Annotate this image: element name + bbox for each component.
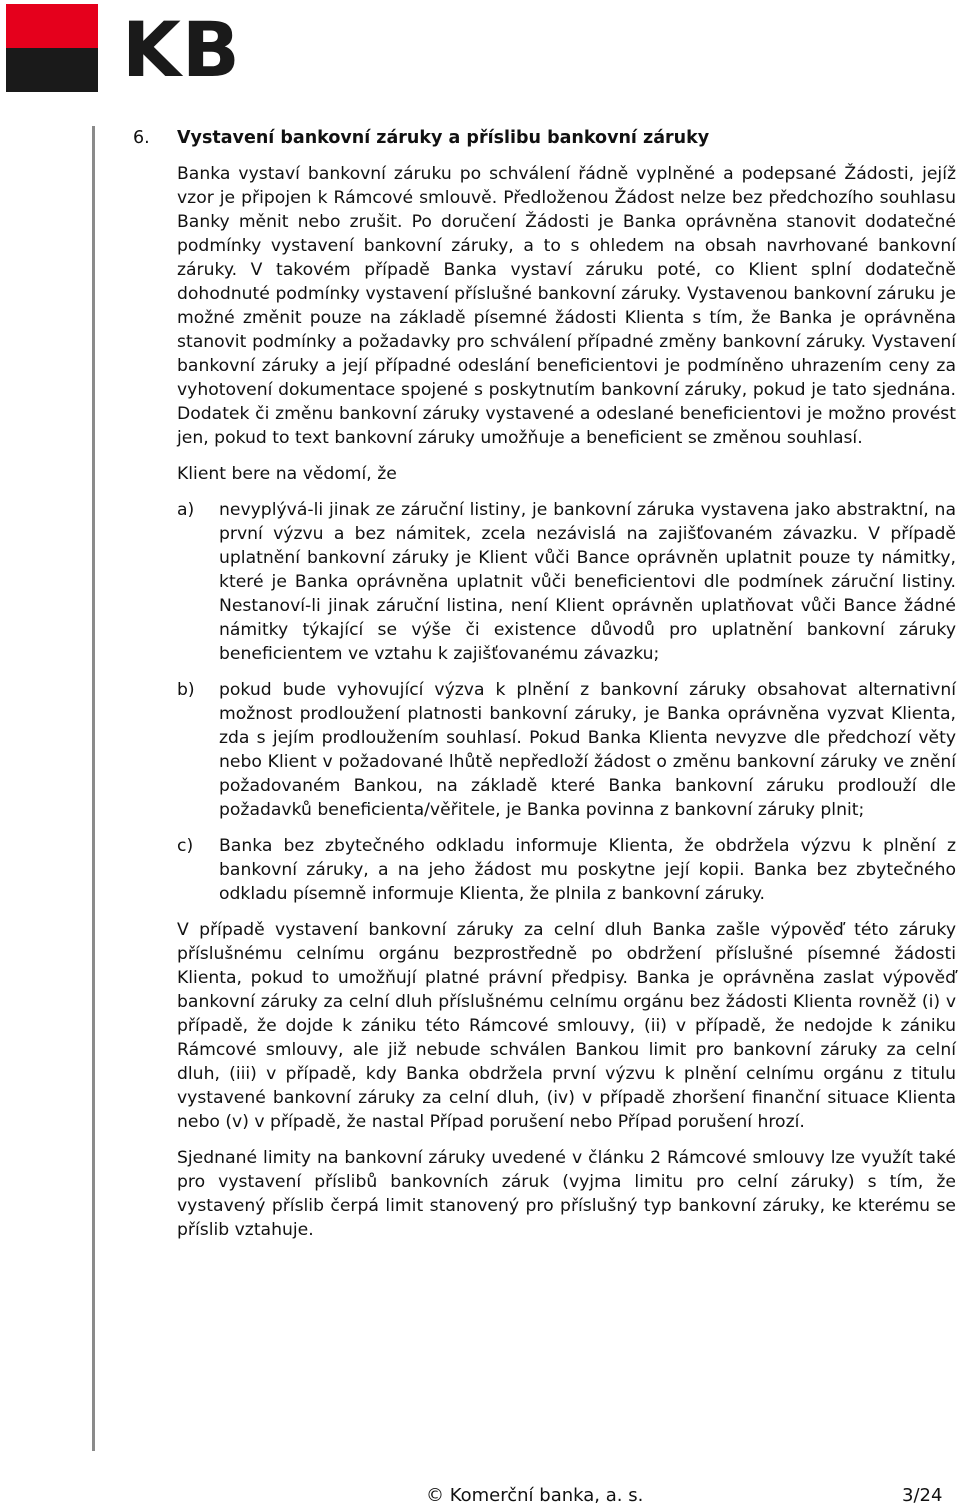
- list-item-c: [177, 834, 956, 906]
- list-item-label: b): [177, 680, 195, 700]
- page-number: 3/24: [902, 1485, 943, 1506]
- footer-copyright: © Komerční banka, a. s.: [426, 1485, 644, 1506]
- kb-logo-text: KB: [122, 5, 241, 94]
- list-item-text: nevyplývá-li jinak ze záruční listiny, je bankovní záruka vystavena jako abstraktní, na první výzvu a bez námitek, zcela nezávislá na zajišťovaném závazku. V případě uplatnění bankovní záruky je Klient vůči Bance oprávněn uplatnit pouze ty námitky, které je Banka oprávněna uplatnit vůči beneficientovi dle podmínek záruční listiny. Nestanoví-li jinak záruční listina, není Klient oprávněn uplatňovat vůči Bance žádné námitky týkající se výše či existence důvodů pro uplatnění bankovní záruky beneficientem ve vztahu k zajišťovanému závazku;: [219, 500, 956, 664]
- list-item-a: [177, 498, 956, 666]
- paragraph-client-acknowledges: Klient bere na vědomí, že: [177, 464, 397, 484]
- paragraph-issuance: Banka vystaví bankovní záruku po schválení řádně vyplněné a podepsané Žádosti, jejíž vzor je připojen k Rámcové smlouvě. Předloženou Žádost nelze bez předchozího souhlasu Banky měnit nebo zrušit. Po doručení Žádosti je Banka oprávněna stanovit dodatečné podmínky vystavení bankovní záruky, a to s ohledem na obsah navrhované bankovní záruky. V takovém případě Banka vystaví záruku poté, co Klient splní dodatečně dohodnuté podmínky vystavení příslušné bankovní záruky. Vystavenou bankovní záruku je možné změnit pouze na základě písemné žádosti Klienta s tím, že Banka je oprávněna stanovit podmínky a požadavky pro schválení případné změny bankovní záruky. Vystavení bankovní záruky a její případné odeslání beneficientovi je podmíněno uhrazením ceny za vyhotovení dokumentace spojené s poskytnutím bankovní záruky, pokud je tato sjednána. Dodatek či změnu bankovní záruky vystavené a odeslané beneficientovi je možno provést jen, pokud to text bankovní záruky umožňuje a beneficient se změnou souhlasí.: [177, 164, 956, 448]
- kb-logo-red-band: [6, 4, 98, 48]
- list-item-label: a): [177, 500, 195, 520]
- kb-logo: [0, 0, 270, 98]
- list-item-text: Banka bez zbytečného odkladu informuje Klienta, že obdržela výzvu k plnění z bankovní záruky, a na jeho žádost mu poskytne její kopii. Banka bez zbytečného odkladu písemně informuje Klienta, že plnila z bankovní záruky.: [219, 836, 956, 904]
- list-item-label: c): [177, 836, 194, 856]
- section-title: Vystavení bankovní záruky a příslibu bankovní záruky: [177, 128, 710, 148]
- kb-logo-mark: [6, 4, 98, 92]
- list-item-text: pokud bude vyhovující výzva k plnění z bankovní záruky obsahovat alternativní možnost prodloužení platnosti bankovní záruky, je Banka oprávněna vyzvat Klienta, zda s jejím prodloužením souhlasí. Pokud Banka Klienta nevyzve dle předchozí věty nebo Klient v požadované lhůtě nepředloží žádost o změnu bankovní záruky ve znění požadovaném Bankou, na základě které Banka bankovní záruku prodlouží dle požadavků beneficienta/věřitele, je Banka povinna z bankovní záruky plnit;: [219, 680, 956, 820]
- left-margin-rule: [92, 126, 95, 1451]
- document-body: [177, 124, 956, 1254]
- list-item-b: [177, 678, 956, 822]
- paragraph-limits: Sjednané limity na bankovní záruky uvedené v článku 2 Rámcové smlouvy lze využít také pro vystavení příslibů bankovních záruk (vyjma limitu pro celní záruky) s tím, že vystavený příslib čerpá limit stanovený pro příslušný typ bankovní záruky, ke kterému se příslib vztahuje.: [177, 1148, 956, 1240]
- section-number: 6.: [133, 128, 150, 148]
- paragraph-customs-guarantee: V případě vystavení bankovní záruky za celní dluh Banka zašle výpověď této záruky příslušnému celnímu orgánu bezprostředně po obdržení příslušné písemné žádosti Klienta, pokud to umožňují platné právní předpisy. Banka je oprávněna zaslat výpověď bankovní záruky za celní dluh příslušnému celnímu orgánu bez žádosti Klienta rovněž (i) v případě, že dojde k zániku této Rámcové smlouvy, (ii) v případě, že nedojde k zániku Rámcové smlouvy, ale již nebude schválen Bankou limit pro bankovní záruky za celní dluh, (iii) v případě, kdy Banka obdržela první výzvu k plnění celnímu orgánu z titulu vystavené bankovní záruky za celní dluh, (iv) v případě zhoršení finanční situace Klienta nebo (v) v případě, že nastal Případ porušení nebo Případ porušení hrozí.: [177, 920, 956, 1132]
